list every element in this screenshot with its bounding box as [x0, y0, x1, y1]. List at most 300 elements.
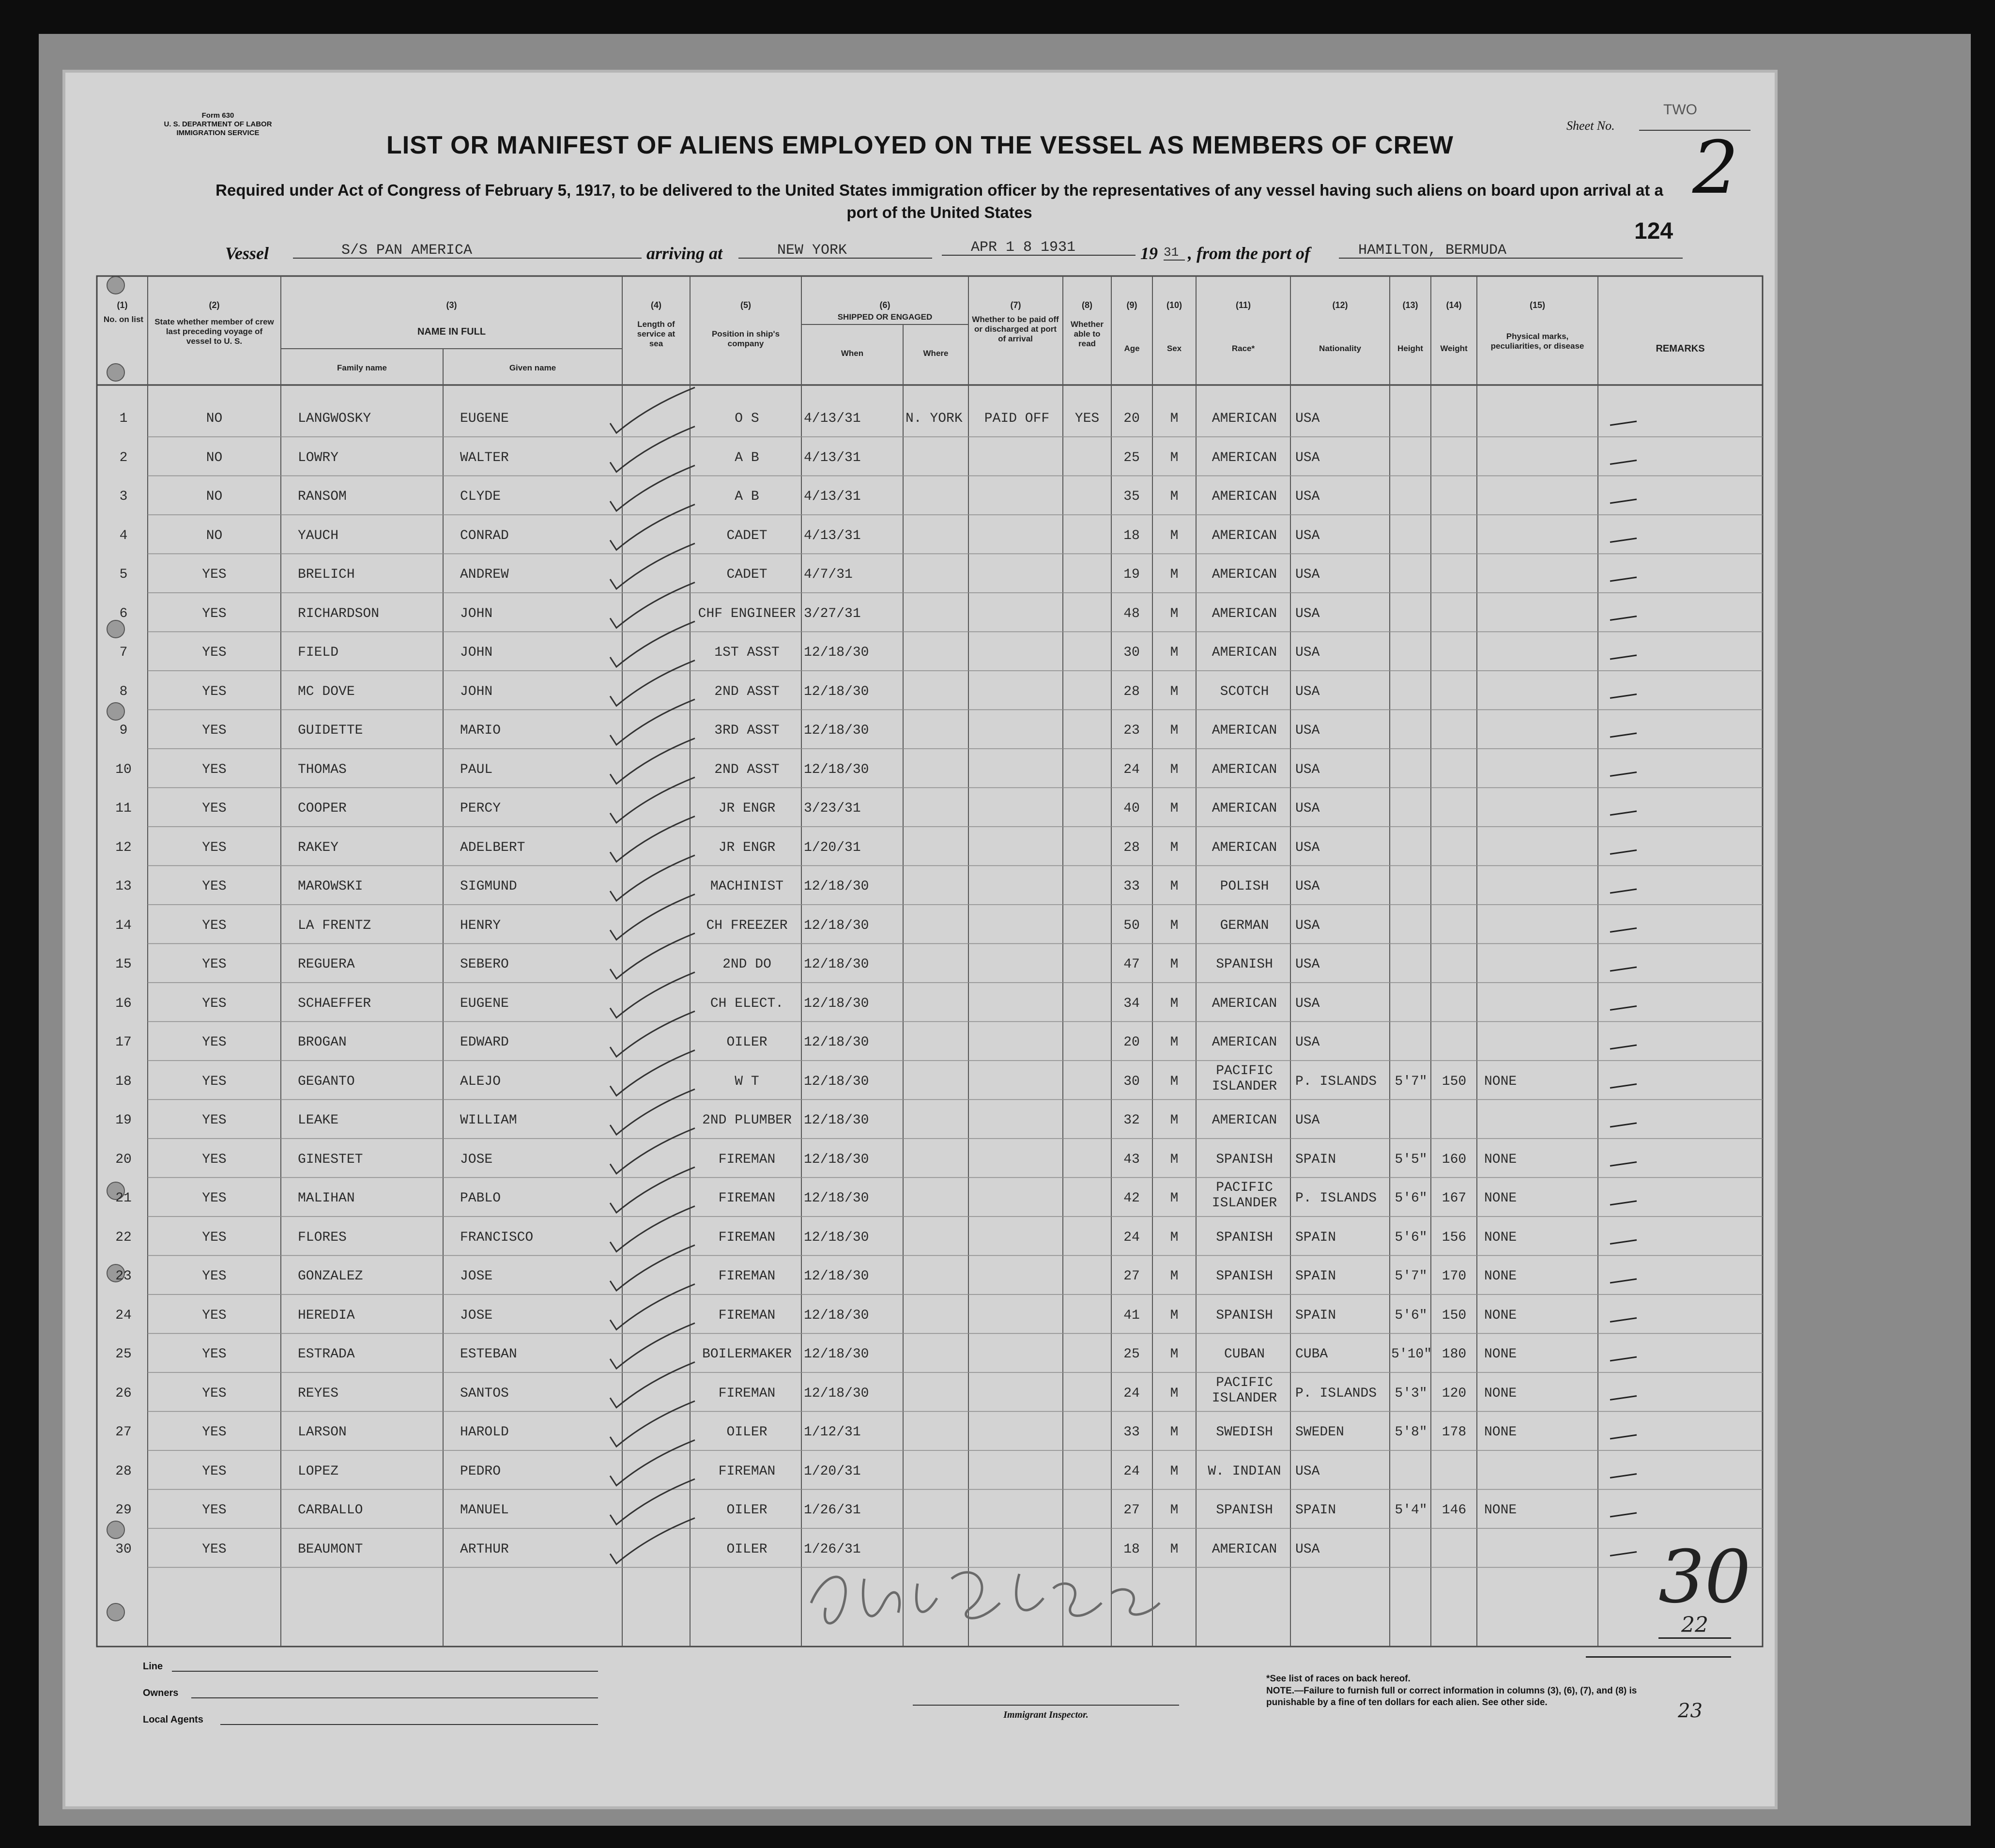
cell-nat: SPAIN: [1295, 1230, 1336, 1245]
cell-age: 25: [1123, 450, 1140, 465]
cell-when: 12/18/30: [804, 879, 869, 894]
cell-family: GEGANTO: [298, 1074, 355, 1089]
cell-marks: NONE: [1484, 1152, 1517, 1167]
cell-age: 23: [1123, 723, 1140, 738]
cell-family: THOMAS: [298, 762, 347, 777]
cell-given: HENRY: [460, 918, 501, 933]
check-mark: [610, 933, 695, 979]
cell-given: ESTEBAN: [460, 1347, 517, 1362]
cell-age: 27: [1123, 1269, 1140, 1284]
cell-prev: YES: [202, 1425, 227, 1440]
cell-when: 12/18/30: [804, 1035, 869, 1050]
cell-nat: SPAIN: [1295, 1308, 1336, 1323]
cell-sex: M: [1170, 1074, 1179, 1089]
col14-header: Weight: [1440, 344, 1468, 353]
col2-header: State whether member of crew last preceding voyage of vessel to U. S.: [154, 317, 274, 346]
sheet-number-value: TWO: [1663, 102, 1697, 118]
remark-dash: [1610, 1006, 1637, 1010]
check-mark: [610, 621, 695, 667]
footer-line-label: Line: [143, 1661, 163, 1672]
cell-sex: M: [1170, 723, 1179, 738]
cell-weight: 180: [1442, 1347, 1467, 1362]
cell-age: 50: [1123, 918, 1140, 933]
stamp-number: 124: [1634, 218, 1673, 244]
cell-when: 12/18/30: [804, 1386, 869, 1401]
cell-race: AMERICAN: [1212, 1035, 1277, 1050]
cell-paid: PAID OFF: [984, 411, 1050, 426]
cell-height: 5'10": [1391, 1347, 1432, 1362]
col15-number: (15): [1529, 300, 1545, 310]
cell-position: CADET: [726, 567, 767, 582]
cell-family: LARSON: [298, 1425, 347, 1440]
cell-no: 28: [115, 1463, 132, 1479]
cell-sex: M: [1170, 528, 1179, 543]
cell-weight: 146: [1442, 1503, 1467, 1518]
cell-sex: M: [1170, 1503, 1179, 1518]
cell-race: AMERICAN: [1212, 411, 1277, 426]
cell-age: 24: [1123, 1230, 1140, 1245]
arriving-port: NEW YORK: [738, 242, 932, 259]
cell-given: HAROLD: [460, 1425, 509, 1440]
cell-sex: M: [1170, 645, 1179, 660]
col12-number: (12): [1332, 300, 1348, 310]
cell-no: 12: [115, 840, 132, 855]
cell-when: 12/18/30: [804, 918, 869, 933]
cell-family: YAUCH: [298, 528, 339, 543]
cell-when: 4/13/31: [804, 411, 861, 426]
cell-prev: YES: [202, 606, 227, 621]
handwritten-total: 30: [1658, 1535, 1751, 1619]
page-subtitle: Required under Act of Congress of February 5, 1917, to be delivered to the United States immigration officer by the representatives of any vessel having such aliens on board upon arrival at a port of the United States: [215, 181, 1663, 221]
col7-header: Whether to be paid off or discharged at port of arrival: [972, 315, 1059, 343]
cell-no: 10: [115, 762, 132, 777]
remark-dash: [1610, 1279, 1637, 1283]
col2-number: (2): [209, 300, 220, 310]
cell-position: O S: [735, 411, 759, 426]
cell-no: 3: [119, 489, 128, 504]
check-mark: [610, 739, 695, 784]
cell-position: JR ENGR: [718, 801, 776, 816]
penalty-note: NOTE.—Failure to furnish full or correct information in columns (3), (6), (7), and (8) is punishable by a fine of ten dollars for each alien. See other side.: [1266, 1686, 1637, 1708]
cell-when: 12/18/30: [804, 1191, 869, 1206]
cell-family: GUIDETTE: [298, 723, 363, 738]
cell-sex: M: [1170, 1152, 1179, 1167]
cell-position: MACHINIST: [710, 879, 784, 894]
cell-race: SPANISH: [1216, 1503, 1273, 1518]
cell-family: LOPEZ: [298, 1463, 339, 1479]
cell-race: SPANISH: [1216, 1152, 1273, 1167]
cell-position: A B: [735, 450, 759, 465]
inspector-line: [913, 1705, 1179, 1706]
cell-race: SPANISH: [1216, 1269, 1273, 1284]
inspector-label: Immigrant Inspector.: [1003, 1709, 1089, 1720]
check-mark: [610, 816, 695, 862]
cell-no: 13: [115, 879, 132, 894]
remark-dash: [1610, 967, 1637, 971]
cell-no: 19: [115, 1113, 132, 1128]
cell-no: 29: [115, 1503, 132, 1518]
col13-number: (13): [1402, 300, 1418, 310]
check-mark: [610, 1323, 695, 1369]
cell-marks: NONE: [1484, 1347, 1517, 1362]
cell-family: HEREDIA: [298, 1308, 355, 1323]
cell-age: 18: [1123, 1541, 1140, 1557]
cell-age: 35: [1123, 489, 1140, 504]
cell-age: 30: [1123, 1074, 1140, 1089]
col6-header: SHIPPED OR ENGAGED: [837, 312, 933, 322]
cell-race: SPANISH: [1216, 957, 1273, 972]
cell-no: 8: [119, 684, 128, 699]
cell-race: POLISH: [1220, 879, 1269, 894]
vessel-label: Vessel: [225, 244, 269, 263]
cell-weight: 150: [1442, 1074, 1467, 1089]
col3-family-header: Family name: [337, 363, 387, 372]
cell-family: LA FRENTZ: [298, 918, 371, 933]
cell-nat: USA: [1295, 450, 1320, 465]
cell-prev: YES: [202, 1308, 227, 1323]
cell-given: JOHN: [460, 684, 493, 699]
cell-position: OILER: [726, 1425, 767, 1440]
cell-no: 30: [115, 1541, 132, 1557]
cell-age: 27: [1123, 1503, 1140, 1518]
cell-race: SPANISH: [1216, 1308, 1273, 1323]
col4-number: (4): [651, 300, 661, 310]
cell-family: FLORES: [298, 1230, 347, 1245]
cell-position: 1ST ASST: [714, 645, 780, 660]
remark-dash: [1610, 655, 1637, 659]
cell-prev: NO: [206, 450, 223, 465]
from-port: HAMILTON, BERMUDA: [1339, 242, 1683, 259]
col3-given-header: Given name: [509, 363, 556, 372]
cell-weight: 160: [1442, 1152, 1467, 1167]
cell-given: WALTER: [460, 450, 509, 465]
cell-race: AMERICAN: [1212, 606, 1277, 621]
cell-race: PACIFIC: [1216, 1180, 1273, 1195]
cell-height: 5'4": [1395, 1503, 1427, 1518]
cell-no: 16: [115, 996, 132, 1011]
cell-race: GERMAN: [1220, 918, 1269, 933]
cell-weight: 170: [1442, 1269, 1467, 1284]
remark-dash: [1610, 1045, 1637, 1049]
cell-sex: M: [1170, 996, 1179, 1011]
cell-family: ESTRADA: [298, 1347, 355, 1362]
col3-header: NAME IN FULL: [417, 326, 486, 337]
cell-given: ALEJO: [460, 1074, 501, 1089]
cell-nat: USA: [1295, 996, 1320, 1011]
cell-age: 33: [1123, 879, 1140, 894]
cell-no: 18: [115, 1074, 132, 1089]
cell-age: 42: [1123, 1191, 1140, 1206]
cell-when: 1/26/31: [804, 1541, 861, 1557]
cell-nat: USA: [1295, 801, 1320, 816]
cell-when: 12/18/30: [804, 1347, 869, 1362]
cell-age: 24: [1123, 1463, 1140, 1479]
cell-prev: YES: [202, 1035, 227, 1050]
cell-race: PACIFIC: [1216, 1375, 1273, 1390]
remark-dash: [1610, 616, 1637, 620]
check-mark: [610, 1128, 695, 1174]
cell-nat: USA: [1295, 957, 1320, 972]
check-mark: [610, 1401, 695, 1447]
cell-position: FIREMAN: [718, 1308, 776, 1323]
page-title: LIST OR MANIFEST OF ALIENS EMPLOYED ON THE VESSEL AS MEMBERS OF CREW: [386, 131, 1454, 159]
check-mark: [610, 972, 695, 1018]
cell-given: JOSE: [460, 1269, 493, 1284]
check-mark: [610, 1518, 695, 1564]
cell-when: 12/18/30: [804, 957, 869, 972]
cell-sex: M: [1170, 1230, 1179, 1245]
check-mark: [610, 699, 695, 745]
cell-no: 20: [115, 1152, 132, 1167]
cell-when: 1/20/31: [804, 1463, 861, 1479]
col9-header: Age: [1124, 344, 1140, 353]
cell-race: AMERICAN: [1212, 723, 1277, 738]
remark-dash: [1610, 577, 1637, 581]
cell-height: 5'6": [1395, 1230, 1427, 1245]
cell-age: 40: [1123, 801, 1140, 816]
cell-prev: YES: [202, 1386, 227, 1401]
check-mark: [610, 505, 695, 550]
cell-prev: YES: [202, 684, 227, 699]
cell-given: SANTOS: [460, 1386, 509, 1401]
cell-race: AMERICAN: [1212, 567, 1277, 582]
cell-race: AMERICAN: [1212, 645, 1277, 660]
cell-when: 12/18/30: [804, 645, 869, 660]
cell-sex: M: [1170, 1035, 1179, 1050]
cell-nat: USA: [1295, 879, 1320, 894]
check-mark: [610, 777, 695, 823]
cell-when: 4/7/31: [804, 567, 853, 582]
cell-position: OILER: [726, 1541, 767, 1557]
cell-when: 1/26/31: [804, 1503, 861, 1518]
cell-age: 24: [1123, 1386, 1140, 1401]
cell-sex: M: [1170, 1541, 1179, 1557]
service-name: IMMIGRATION SERVICE: [176, 129, 260, 137]
remark-dash: [1610, 1162, 1637, 1166]
footer-owners-field: [191, 1697, 598, 1698]
cell-nat: USA: [1295, 840, 1320, 855]
cell-no: 17: [115, 1035, 132, 1050]
cell-sex: M: [1170, 1386, 1179, 1401]
remark-dash: [1610, 499, 1637, 503]
check-mark: [610, 465, 695, 511]
check-mark: [610, 387, 695, 433]
cell-position: JR ENGR: [718, 840, 776, 855]
cell-prev: YES: [202, 1541, 227, 1557]
remark-dash: [1610, 1240, 1637, 1244]
vessel-name: S/S PAN AMERICA: [293, 242, 642, 259]
cell-race: SPANISH: [1216, 1230, 1273, 1245]
cell-prev: YES: [202, 879, 227, 894]
cell-when: 12/18/30: [804, 684, 869, 699]
cell-no: 27: [115, 1425, 132, 1440]
cell-position: FIREMAN: [718, 1152, 776, 1167]
remark-dash: [1610, 928, 1637, 932]
cell-no: 21: [115, 1191, 132, 1206]
cell-given: MARIO: [460, 723, 501, 738]
col9-number: (9): [1126, 300, 1137, 310]
check-mark: [610, 1089, 695, 1135]
department-name: U. S. DEPARTMENT OF LABOR: [164, 120, 272, 128]
cell-no: 22: [115, 1230, 132, 1245]
cell-when: 12/18/30: [804, 1152, 869, 1167]
cell-when: 4/13/31: [804, 489, 861, 504]
cell-marks: NONE: [1484, 1230, 1517, 1245]
footer-owners-label: Owners: [143, 1688, 179, 1698]
cell-family: SCHAEFFER: [298, 996, 371, 1011]
cell-age: 20: [1123, 411, 1140, 426]
cell-nat: USA: [1295, 684, 1320, 699]
check-mark: [610, 1440, 695, 1486]
cell-prev: YES: [202, 1191, 227, 1206]
cell-race: AMERICAN: [1212, 840, 1277, 855]
col1-number: (1): [117, 300, 128, 310]
cell-race: AMERICAN: [1212, 996, 1277, 1011]
col3-number: (3): [446, 300, 457, 310]
cell-given: PAUL: [460, 762, 493, 777]
cell-position: BOILERMAKER: [702, 1347, 792, 1362]
cell-age: 48: [1123, 606, 1140, 621]
cell-race: SWEDISH: [1216, 1425, 1273, 1440]
check-mark: [610, 1284, 695, 1330]
remark-dash: [1610, 811, 1637, 815]
cell-height: 5'3": [1395, 1386, 1427, 1401]
col4-header: Length of service at sea: [637, 320, 675, 348]
cell-when: 3/23/31: [804, 801, 861, 816]
cell-prev: YES: [202, 1269, 227, 1284]
col7-number: (7): [1010, 300, 1021, 310]
check-mark: [610, 855, 695, 901]
sheet-number-handwritten: 2: [1692, 126, 1739, 210]
cell-position: FIREMAN: [718, 1269, 776, 1284]
cell-given: JOHN: [460, 606, 493, 621]
cell-marks: NONE: [1484, 1503, 1517, 1518]
cell-prev: YES: [202, 840, 227, 855]
check-mark: [610, 1479, 695, 1525]
remark-dash: [1610, 733, 1637, 737]
cell-when: 12/18/30: [804, 762, 869, 777]
cell-sex: M: [1170, 1308, 1179, 1323]
remark-dash: [1610, 1318, 1637, 1322]
remarks-header: REMARKS: [1656, 343, 1705, 354]
year-prefix: 19: [1140, 244, 1158, 263]
cell-family: FIELD: [298, 645, 339, 660]
cell-prev: YES: [202, 957, 227, 972]
cell-marks: NONE: [1484, 1074, 1517, 1089]
cell-prev: NO: [206, 411, 223, 426]
from-port-label: , from the port of: [1188, 244, 1311, 263]
cell-nat: SWEDEN: [1295, 1425, 1344, 1440]
cell-nat: USA: [1295, 489, 1320, 504]
cell-race-line2: ISLANDER: [1212, 1078, 1277, 1094]
cell-family: GINESTET: [298, 1152, 363, 1167]
cell-when: 3/27/31: [804, 606, 861, 621]
remark-dash: [1610, 889, 1637, 893]
year-suffix: 31: [1164, 245, 1185, 261]
cell-given: FRANCISCO: [460, 1230, 534, 1245]
cell-family: REYES: [298, 1386, 339, 1401]
cell-weight: 178: [1442, 1425, 1467, 1440]
cell-sex: M: [1170, 879, 1179, 894]
cell-height: 5'6": [1395, 1308, 1427, 1323]
cell-nat: USA: [1295, 1541, 1320, 1557]
cell-sex: M: [1170, 606, 1179, 621]
cell-height: 5'5": [1395, 1152, 1427, 1167]
cell-sex: M: [1170, 1425, 1179, 1440]
cell-weight: 156: [1442, 1230, 1467, 1245]
cell-nat: SPAIN: [1295, 1269, 1336, 1284]
cell-no: 9: [119, 723, 128, 738]
cell-when: 12/18/30: [804, 996, 869, 1011]
cell-when: 1/12/31: [804, 1425, 861, 1440]
col15-header: Physical marks, peculiarities, or disease: [1490, 332, 1584, 351]
cell-sex: M: [1170, 567, 1179, 582]
cell-no: 2: [119, 450, 128, 465]
cell-age: 19: [1123, 567, 1140, 582]
cell-given: EUGENE: [460, 411, 509, 426]
cell-family: REGUERA: [298, 957, 355, 972]
race-note: *See list of races on back hereof.: [1266, 1674, 1411, 1684]
cell-when: 12/18/30: [804, 1308, 869, 1323]
cell-prev: YES: [202, 996, 227, 1011]
cell-family: MALIHAN: [298, 1191, 355, 1206]
cell-no: 15: [115, 957, 132, 972]
check-mark: [610, 1206, 695, 1252]
cell-given: SIGMUND: [460, 879, 517, 894]
cell-prev: YES: [202, 1152, 227, 1167]
cell-position: CHF ENGINEER: [698, 606, 796, 621]
cell-weight: 150: [1442, 1308, 1467, 1323]
cell-given: JOSE: [460, 1152, 493, 1167]
remark-dash: [1610, 461, 1637, 464]
cell-age: 32: [1123, 1113, 1140, 1128]
cell-sex: M: [1170, 1269, 1179, 1284]
cell-nat: SPAIN: [1295, 1152, 1336, 1167]
cell-prev: NO: [206, 528, 223, 543]
cell-weight: 120: [1442, 1386, 1467, 1401]
cell-age: 47: [1123, 957, 1140, 972]
cell-prev: YES: [202, 1503, 227, 1518]
cell-prev: YES: [202, 567, 227, 582]
form-number: Form 630: [201, 111, 234, 120]
cell-marks: NONE: [1484, 1425, 1517, 1440]
check-mark: [610, 1050, 695, 1096]
cell-prev: YES: [202, 723, 227, 738]
cell-age: 24: [1123, 762, 1140, 777]
col13-header: Height: [1397, 344, 1423, 353]
cell-age: 25: [1123, 1347, 1140, 1362]
cell-race: PACIFIC: [1216, 1063, 1273, 1078]
remark-dash: [1610, 850, 1637, 854]
cell-no: 6: [119, 606, 128, 621]
remark-dash: [1610, 1552, 1637, 1556]
cell-marks: NONE: [1484, 1269, 1517, 1284]
check-mark: [610, 894, 695, 940]
remark-dash: [1610, 1474, 1637, 1478]
remark-dash: [1610, 1357, 1637, 1361]
cell-given: PERCY: [460, 801, 501, 816]
cell-sex: M: [1170, 957, 1179, 972]
cell-marks: NONE: [1484, 1386, 1517, 1401]
cell-position: OILER: [726, 1503, 767, 1518]
cell-nat: P. ISLANDS: [1295, 1191, 1377, 1206]
cell-when: 12/18/30: [804, 1074, 869, 1089]
remark-dash: [1610, 772, 1637, 776]
cell-when: 1/20/31: [804, 840, 861, 855]
cell-position: W T: [735, 1074, 759, 1089]
remark-dash: [1610, 421, 1637, 425]
cell-given: SEBERO: [460, 957, 509, 972]
